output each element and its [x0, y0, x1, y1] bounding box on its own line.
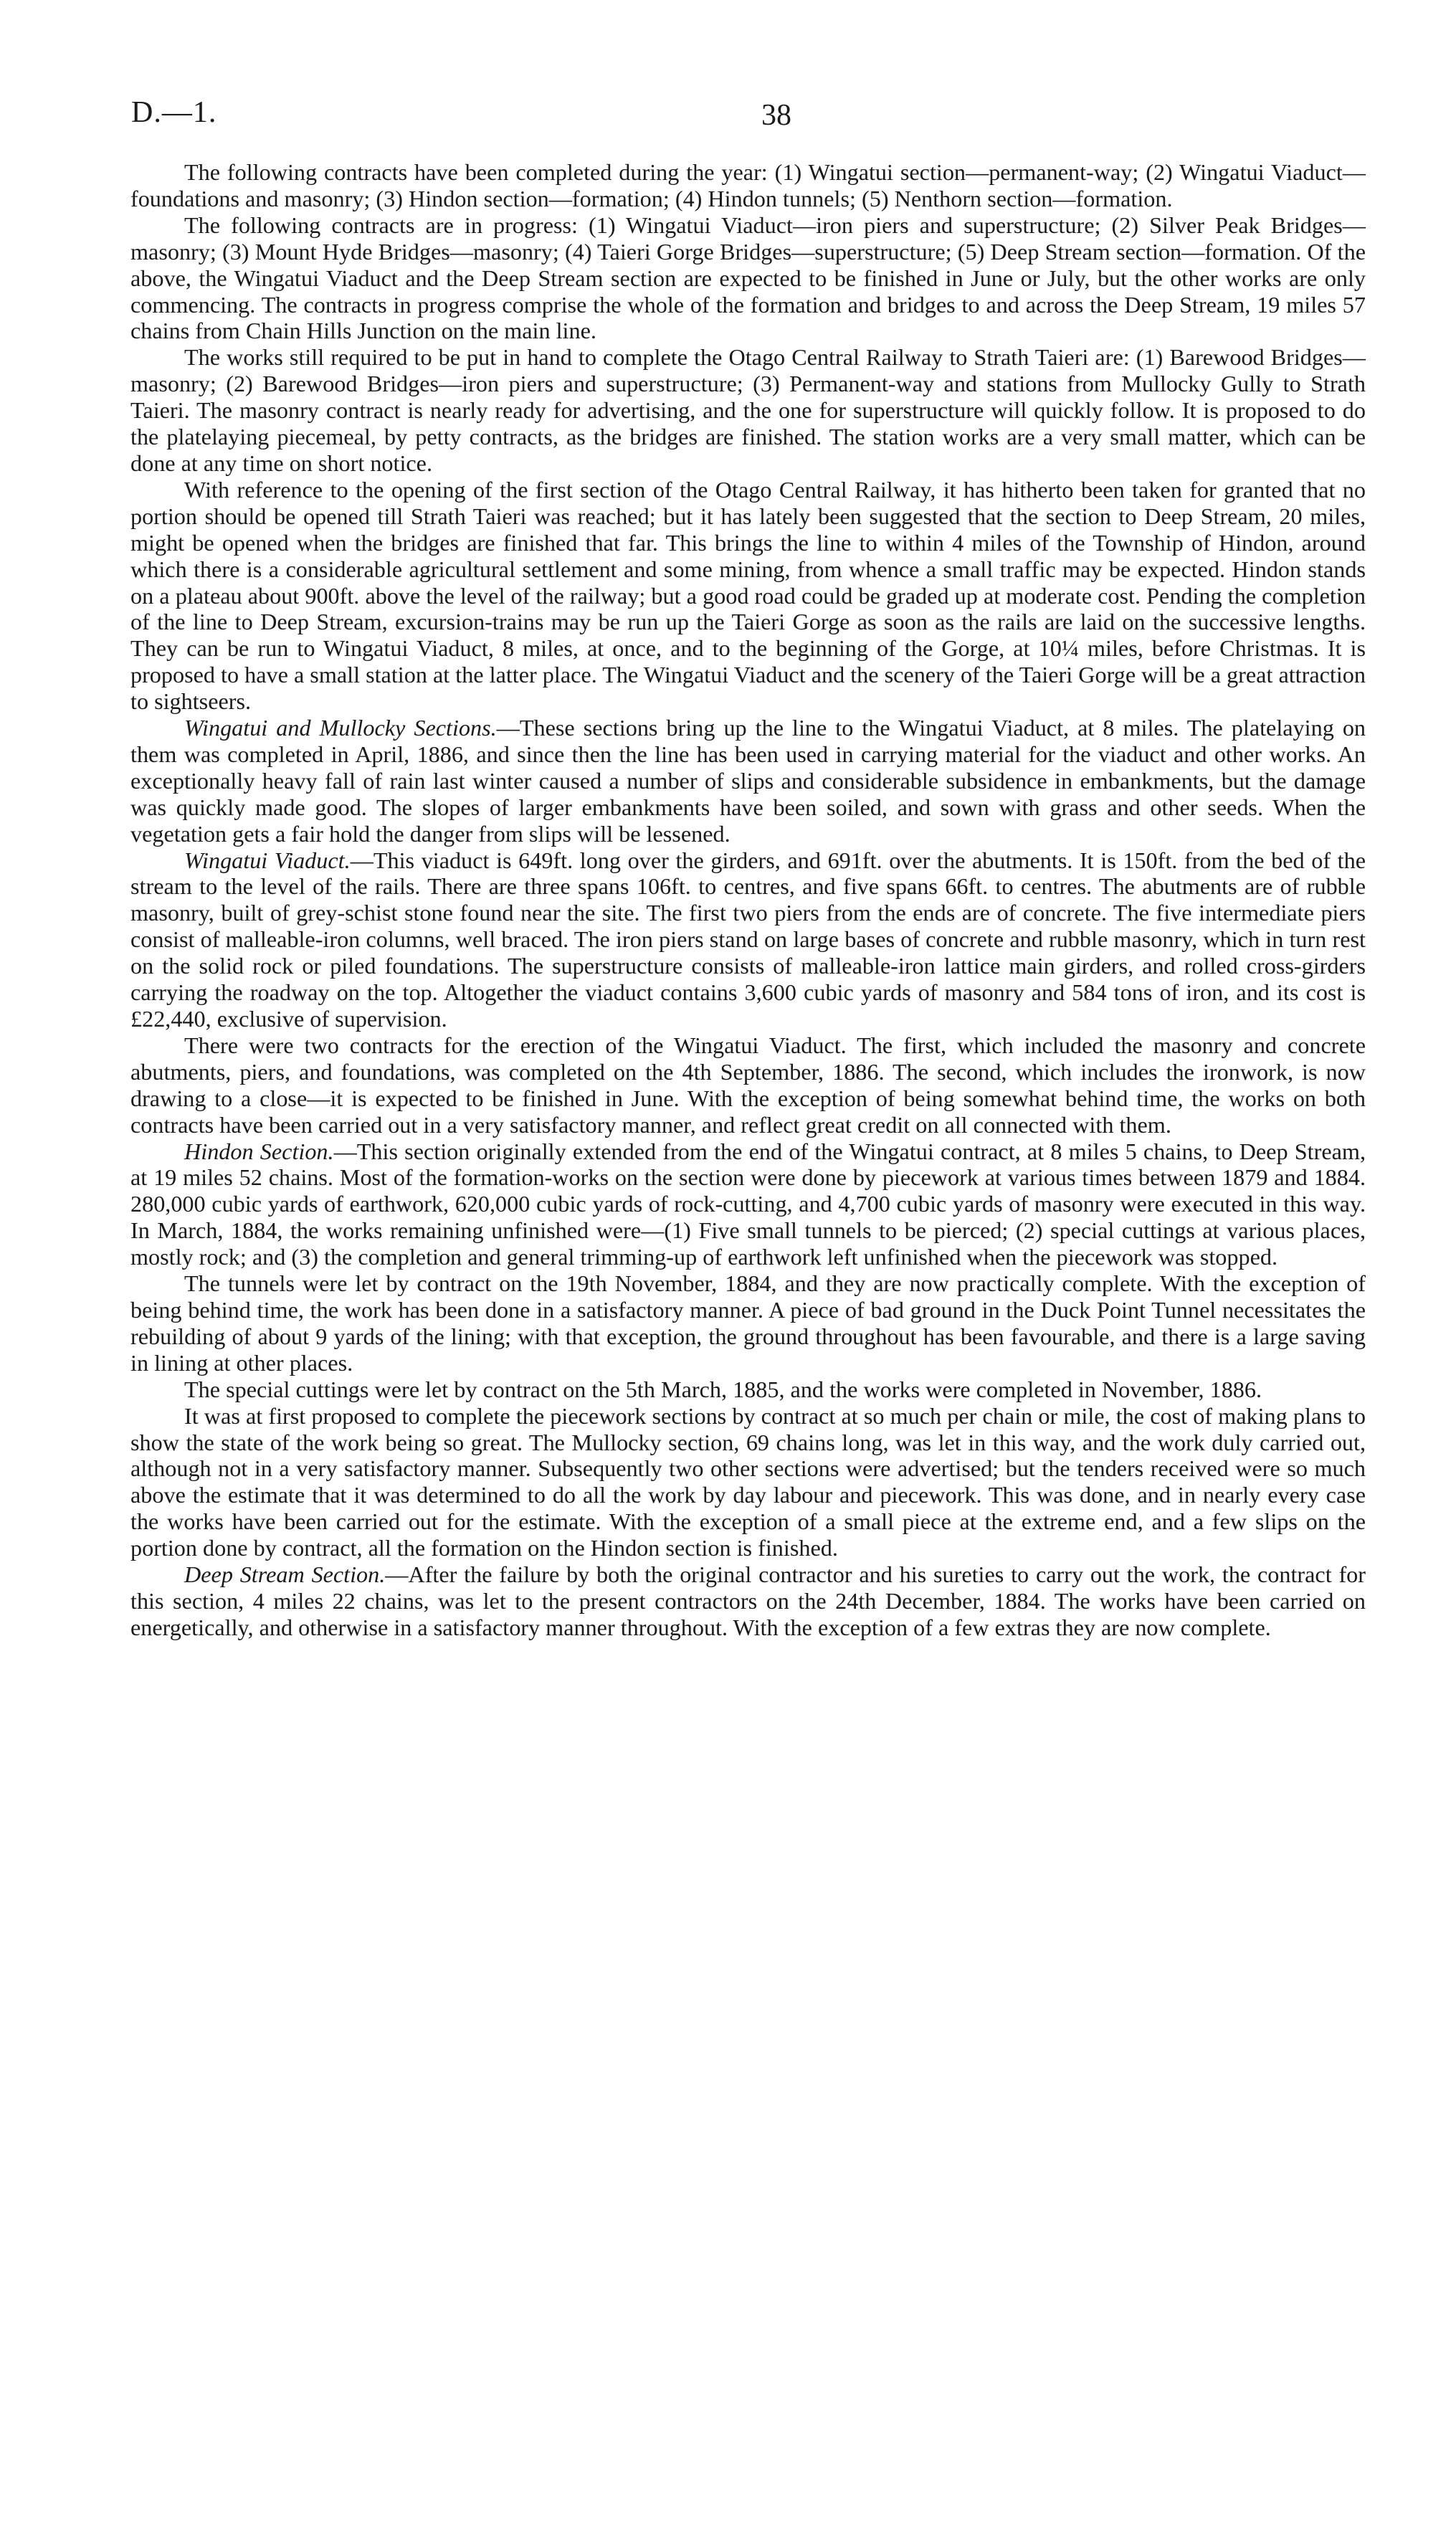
- paragraph-deep-stream-section: Deep Stream Section.—After the failure by both the original contractor and his sureties to carry out the work, the contract for this section, 4 miles 22 chains, was let to the present contractors on the 24th December, 1884. The works have been carried on energetically, and otherwise in a satisfactory manner throughout. With the exception of a few extras they are now complete.: [130, 1561, 1366, 1640]
- paragraph-viaduct-contracts: There were two contracts for the erection of the Wingatui Viaduct. The first, which included the masonry and concrete abutments, piers, and foundations, was completed on the 4th September, 1886. The second, which includes the ironwork, is now drawing to a close—it is expected to be finished in June. With the exception of being somewhat behind time, the works on both contracts have been carried out in a very satisfactory manner, and reflect great credit on all connected with them.: [130, 1032, 1366, 1138]
- paragraph-piecework-sections: It was at first proposed to complete the piecework sections by contract at so much per chain or mile, the cost of making plans to show the state of the work being so great. The Mullocky section, 69 chains long, was let in this way, and the work duly carried out, although not in a very satisfactory manner. Subsequently two other sections were advertised; but the tenders received were so much above the estimate that it was determined to do all the work by day labour and piecework. This was done, and in nearly every case the works have been carried out for the estimate. With the exception of a small piece at the extreme end, and a few slips on the portion done by contract, all the formation on the Hindon section is finished.: [130, 1402, 1366, 1561]
- section-heading: Hindon Section.: [184, 1138, 334, 1164]
- paragraph-tunnels: The tunnels were let by contract on the 19th November, 1884, and they are now practically complete. With the exception of being behind time, the work has been done in a satisfactory manner. A piece of bad ground in the Duck Point Tunnel necessitates the rebuilding of about 9 yards of the lining; with that exception, the ground throughout has been favourable, and there is a large saving in lining at other places.: [130, 1270, 1366, 1376]
- body-text: [130, 159, 1366, 1641]
- paragraph-wingatui-mullocky-sections: Wingatui and Mullocky Sections.—These sections bring up the line to the Wingatui Viaduct, at 8 miles. The platelaying on them was completed in April, 1886, and since then the line has been used in carrying material for the viaduct and other works. An exceptionally heavy fall of rain last winter caused a number of slips and considerable subsidence in embankments, but the damage was quickly made good. The slopes of larger embankments have been soiled, and sown with grass and other seeds. When the vegetation gets a fair hold the danger from slips will be lessened.: [130, 715, 1366, 847]
- page-number: 38: [761, 99, 791, 132]
- document-reference: D.—1.: [131, 96, 217, 129]
- paragraph-hindon-section: Hindon Section.—This section originally extended from the end of the Wingatui contract, at 8 miles 5 chains, to Deep Stream, at 19 miles 52 chains. Most of the formation-works on the section were done by piecework at various times between 1879 and 1884. 280,000 cubic yards of earthwork, 620,000 cubic yards of rock-cutting, and 4,700 cubic yards of masonry were executed in this way. In March, 1884, the works remaining unfinished were—(1) Five small tunnels to be pierced; (2) special cuttings at various places, mostly rock; and (3) the completion and general trimming-up of earthwork left unfinished when the piecework was stopped.: [130, 1138, 1366, 1270]
- paragraph-special-cuttings: The special cuttings were let by contract on the 5th March, 1885, and the works were completed in November, 1886.: [184, 1376, 1262, 1402]
- paragraph-wingatui-viaduct: Wingatui Viaduct.—This viaduct is 649ft. long over the girders, and 691ft. over the abutments. It is 150ft. from the bed of the stream to the level of the rails. There are three spans 106ft. to centres, and five spans 66ft. to centres. The abutments are of rubble masonry, built of grey-schist stone found near the site. The first two piers from the ends are of concrete. The five intermediate piers consist of malleable-iron columns, well braced. The iron piers stand on large bases of concrete and rubble masonry, which in turn rest on the solid rock or piled foundations. The superstructure consists of malleable-iron lattice main girders, and rolled cross-girders carrying the roadway on the top. Altogether the viaduct contains 3,600 cubic yards of masonry and 584 tons of iron, and its cost is £22,440, exclusive of supervision.: [130, 847, 1366, 1032]
- section-heading: Wingatui and Mullocky Sections.: [184, 715, 497, 741]
- section-heading: Deep Stream Section.: [184, 1561, 386, 1588]
- paragraph-works-required: The works still required to be put in hand to complete the Otago Central Railway to Strath Taieri are: (1) Barewood Bridges—masonry; (2) Barewood Bridges—iron piers and superstructure; (3) Permanent-way and stations from Mullocky Gully to Strath Taieri. The masonry contract is nearly ready for advertising, and the one for superstructure will quickly follow. It is proposed to do the platelaying piecemeal, by petty contracts, as the bridges are finished. The station works are a very small matter, which can be done at any time on short notice.: [130, 344, 1366, 476]
- paragraph-contracts-in-progress: The following contracts are in progress: (1) Wingatui Viaduct—iron piers and superstructure; (2) Silver Peak Bridges—masonry; (3) Mount Hyde Bridges—masonry; (4) Taieri Gorge Bridges—superstructure; (5) Deep Stream section—formation. Of the above, the Wingatui Viaduct and the Deep Stream section are expected to be finished in June or July, but the other works are only commencing. The contracts in progress comprise the whole of the formation and bridges to and across the Deep Stream, 19 miles 57 chains from Chain Hills Junction on the main line.: [130, 211, 1366, 344]
- paragraph-opening-first-section: With reference to the opening of the first section of the Otago Central Railway, it has hitherto been taken for granted that no portion should be opened till Strath Taieri was reached; but it has lately been suggested that the section to Deep Stream, 20 miles, might be opened when the bridges are finished that far. This brings the line to within 4 miles of the Township of Hindon, around which there is a considerable agricultural settlement and some mining, from whence a small traffic may be expected. Hindon stands on a plateau about 900ft. above the level of the railway; but a good road could be graded up at moderate cost. Pending the completion of the line to Deep Stream, excursion-trains may be run up the Taieri Gorge as soon as the rails are laid on the successive lengths. They can be run to Wingatui Viaduct, 8 miles, at once, and to the beginning of the Gorge, at 10¼ miles, before Christmas. It is proposed to have a small station at the latter place. The Wingatui Viaduct and the scenery of the Taieri Gorge will be a great attraction to sightseers.: [130, 476, 1366, 715]
- section-heading: Wingatui Viaduct.: [184, 847, 351, 873]
- paragraph-completed-contracts: The following contracts have been completed during the year: (1) Wingatui section—permanent-way; (2) Wingatui Viaduct—foundations and masonry; (3) Hindon section—formation; (4) Hindon tunnels; (5) Nenthorn section—formation.: [130, 159, 1366, 211]
